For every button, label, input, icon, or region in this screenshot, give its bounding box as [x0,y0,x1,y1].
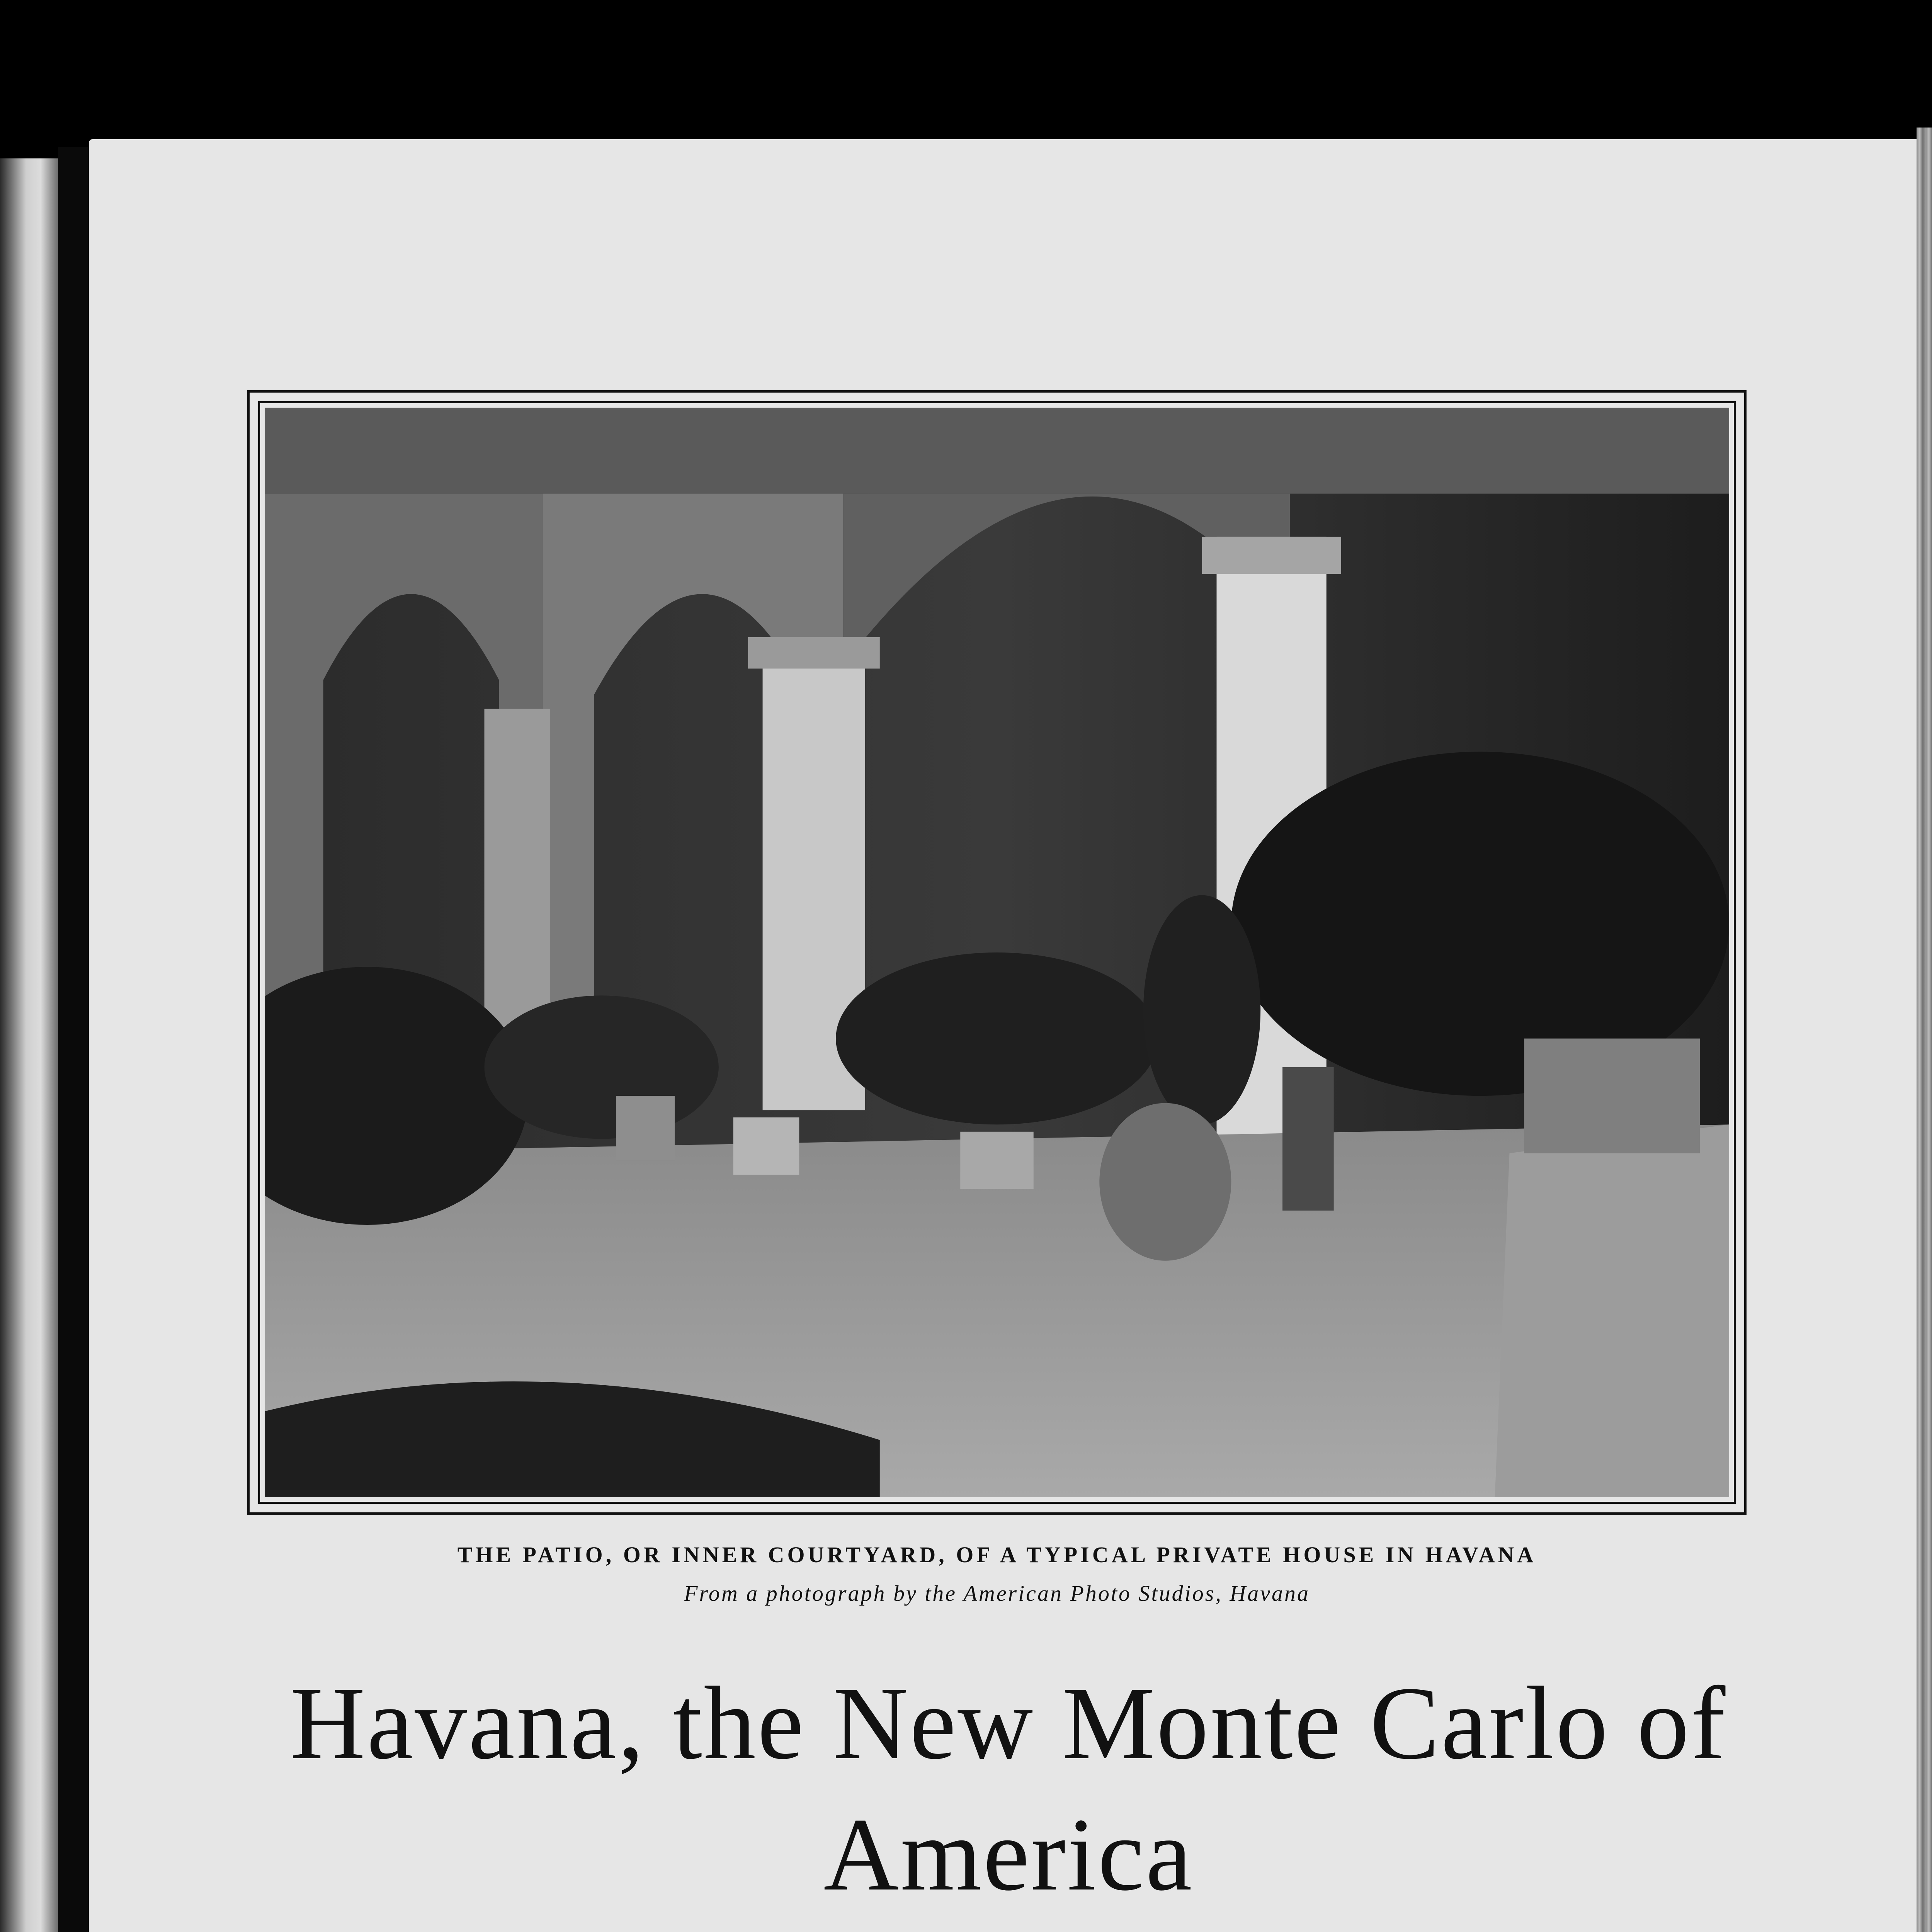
courtyard-photo-frame [247,390,1747,1515]
photo-credit: From a photograph by the American Photo Studios, Havana [684,1581,1310,1606]
photo-inner-border [258,401,1736,1504]
book-gutter [58,147,89,1932]
photo-caption: THE PATIO, OR INNER COURTYARD, OF A TYPICAL PRIVATE HOUSE IN HAVANA [457,1542,1537,1567]
article-title: Havana, the New Monte Carlo of America [290,1665,1727,1912]
page-stack-edge [1917,128,1932,1932]
courtyard-photo [265,408,1729,1497]
facing-page-edge [0,158,58,1932]
